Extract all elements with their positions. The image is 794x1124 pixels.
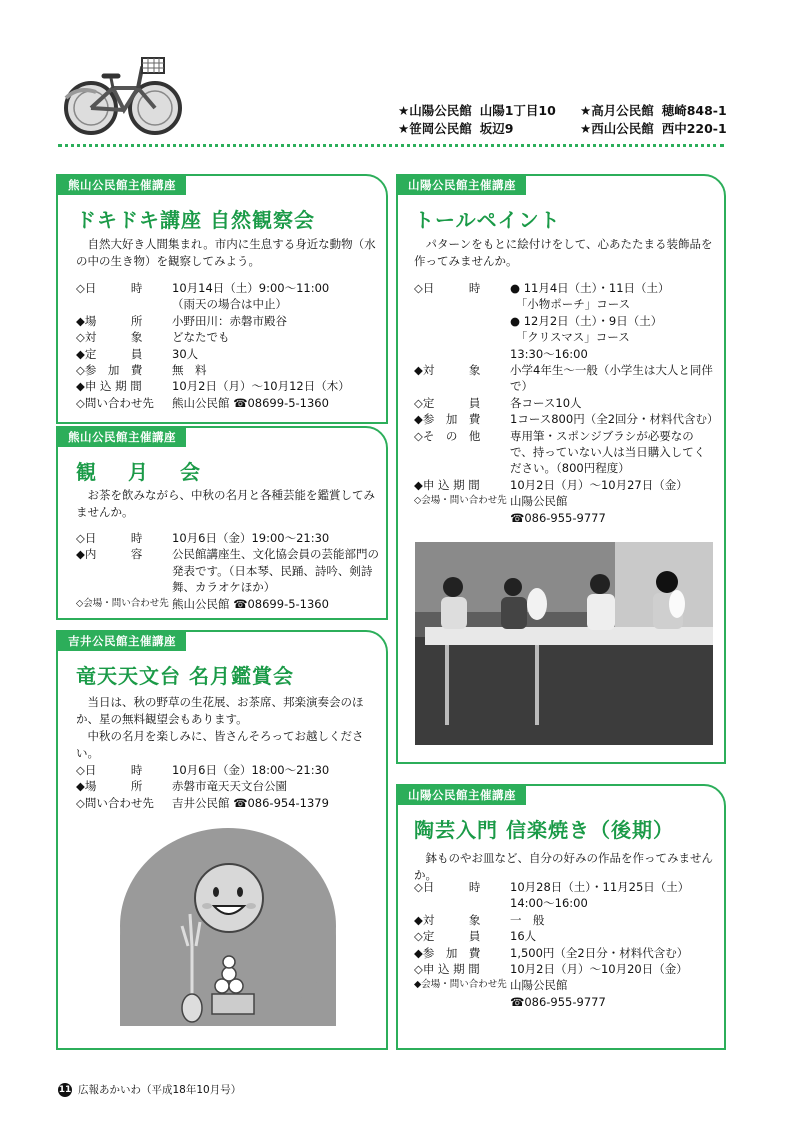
event-tab-moon: 熊山公民館主催講座	[58, 428, 186, 447]
detail-row: ◇問い合わせ先 熊山公民館 ☎08699-5-1360	[76, 395, 329, 410]
detail-row: 「クリスマス」コース	[510, 330, 630, 345]
event-title-tole: トールペイント	[414, 208, 561, 232]
event-details-observatory	[76, 762, 381, 811]
detail-row: ● 12月2日（土）・9日（土）	[510, 313, 663, 328]
detail-row: ☎086-955-9777	[510, 994, 606, 1009]
event-intro-nature: 自然大好き人間集まれ。市内に生息する身近な動物（水の中の生き物）を観察してみよう。	[76, 237, 376, 268]
event-intro-observatory: 当日は、秋の野草の生花展、お茶席、邦楽演奏会のほか、星の無料観望会もあります。 中秋の名月を楽しみに、皆さんそろってお越しください。	[76, 695, 364, 760]
detail-row: ◇日 時 ● 11月4日（土）・11日（土）	[414, 281, 670, 295]
event-title-pottery: 陶芸入門 信楽焼き（後期）	[414, 818, 674, 842]
detail-row: ◆対 象 一 般	[414, 912, 545, 927]
detail-row: ◇対 象 どなたでも	[76, 330, 230, 345]
detail-row: ◇定 員 16人	[414, 929, 537, 944]
detail-row: ◆定 員 30人	[76, 346, 199, 361]
detail-row: ◇日 時 10月6日（金）18:00〜21:30	[76, 763, 330, 777]
event-tab-observatory: 吉井公民館主催講座	[58, 632, 186, 651]
detail-row: ◇問い合わせ先 吉井公民館 ☎086-954-1379	[76, 795, 329, 810]
event-intro-pottery: 鉢ものやお皿など、自分の好みの作品を作ってみませんか。	[414, 851, 713, 882]
detail-row: ◇会場・問い合わせ先 山陽公民館	[414, 494, 568, 509]
event-intro-tole: パターンをもとに絵付けをして、心あたたまる装飾品を作ってみませんか。	[414, 237, 713, 268]
event-details-nature	[76, 280, 381, 411]
event-title-nature: ドキドキ講座 自然観察会	[76, 208, 315, 232]
kominkan-list-right	[580, 102, 727, 138]
detail-row: ◇日 時 10月6日（金）19:00〜21:30	[76, 531, 330, 545]
detail-row: 14:00〜16:00	[510, 896, 588, 911]
detail-row: ◇日 時 10月28日（土）・11月25日（土）	[414, 880, 690, 894]
detail-row: ◆申 込 期 間 10月2日（月）〜10月12日（木）	[76, 379, 350, 394]
moon-viewing-illustration	[112, 826, 344, 1026]
kominkan-entry: ★西山公民館 西中220-1	[580, 121, 727, 136]
event-tab-tole: 山陽公民館主催講座	[398, 176, 526, 195]
bicycle-illustration	[58, 52, 184, 144]
detail-row: ◆参 加 費 1コース800円（全2回分・材料代含む）	[414, 412, 719, 427]
event-title-observatory: 竜天天文台 名月鑑賞会	[76, 664, 294, 688]
detail-row: ◆場 所 小野田川：赤磐市殿谷	[76, 313, 287, 328]
footer-publication: 広報あかいわ（平成18年10月号）	[78, 1084, 242, 1096]
event-title-moon: 観 月 会	[76, 460, 206, 484]
detail-row: 13:30〜16:00	[510, 346, 588, 361]
detail-row: ◆場 所 赤磐市竜天天文台公園	[76, 779, 287, 794]
event-tab-nature: 熊山公民館主催講座	[58, 176, 186, 195]
detail-row: ◇定 員 各コース10人	[414, 395, 582, 410]
event-details-tole	[414, 280, 719, 526]
page-footer	[58, 1082, 241, 1097]
detail-row: ☎086-955-9777	[510, 510, 606, 525]
detail-row: ◇そ の 他 専用筆・スポンジブラシが必要なので、持っていない人は当日購入してください。（800円程度）	[414, 428, 706, 476]
kominkan-entry: ★山陽公民館 山陽1丁目10	[398, 103, 556, 118]
event-intro-moon: お茶を飲みながら、中秋の名月と各種芸能を鑑賞してみませんか。	[76, 488, 375, 519]
detail-row: ◇申 込 期 間 10月2日（月）〜10月20日（金）	[414, 962, 688, 977]
detail-row: 「小物ポーチ」コース	[510, 297, 631, 312]
dotted-divider	[58, 144, 724, 147]
detail-row: （雨天の場合は中止）	[172, 297, 287, 312]
detail-row: ◆参 加 費 1,500円（全2日分・材料代含む）	[414, 945, 689, 960]
detail-row: ◆内 容 公民館講座生、文化協会員の芸能部門の発表です。（日本琴、民踊、詩吟、剣詩舞、カラオケほか）	[76, 547, 379, 595]
class-photo	[415, 542, 713, 745]
detail-row: ◇日 時 10月14日（土）9:00〜11:00	[76, 281, 330, 295]
page-number: 11	[58, 1084, 72, 1095]
event-details-pottery	[414, 879, 719, 1010]
event-details-moon	[76, 530, 381, 612]
detail-row: ◆対 象 小学4年生〜一般（小学生は大人と同伴で）	[414, 363, 713, 394]
kominkan-entry: ★高月公民館 穂崎848-1	[580, 103, 727, 118]
detail-row: ◆会場・問い合わせ先 山陽公民館	[414, 978, 568, 993]
detail-row: ◆申 込 期 間 10月2日（月）〜10月27日（金）	[414, 477, 688, 492]
detail-row: ◇参 加 費 無 料	[76, 363, 207, 378]
kominkan-list-left	[398, 102, 556, 138]
kominkan-entry: ★笹岡公民館 坂辺9	[398, 121, 514, 136]
event-tab-pottery: 山陽公民館主催講座	[398, 786, 526, 805]
detail-row: ◇会場・問い合わせ先 熊山公民館 ☎08699-5-1360	[76, 596, 329, 611]
